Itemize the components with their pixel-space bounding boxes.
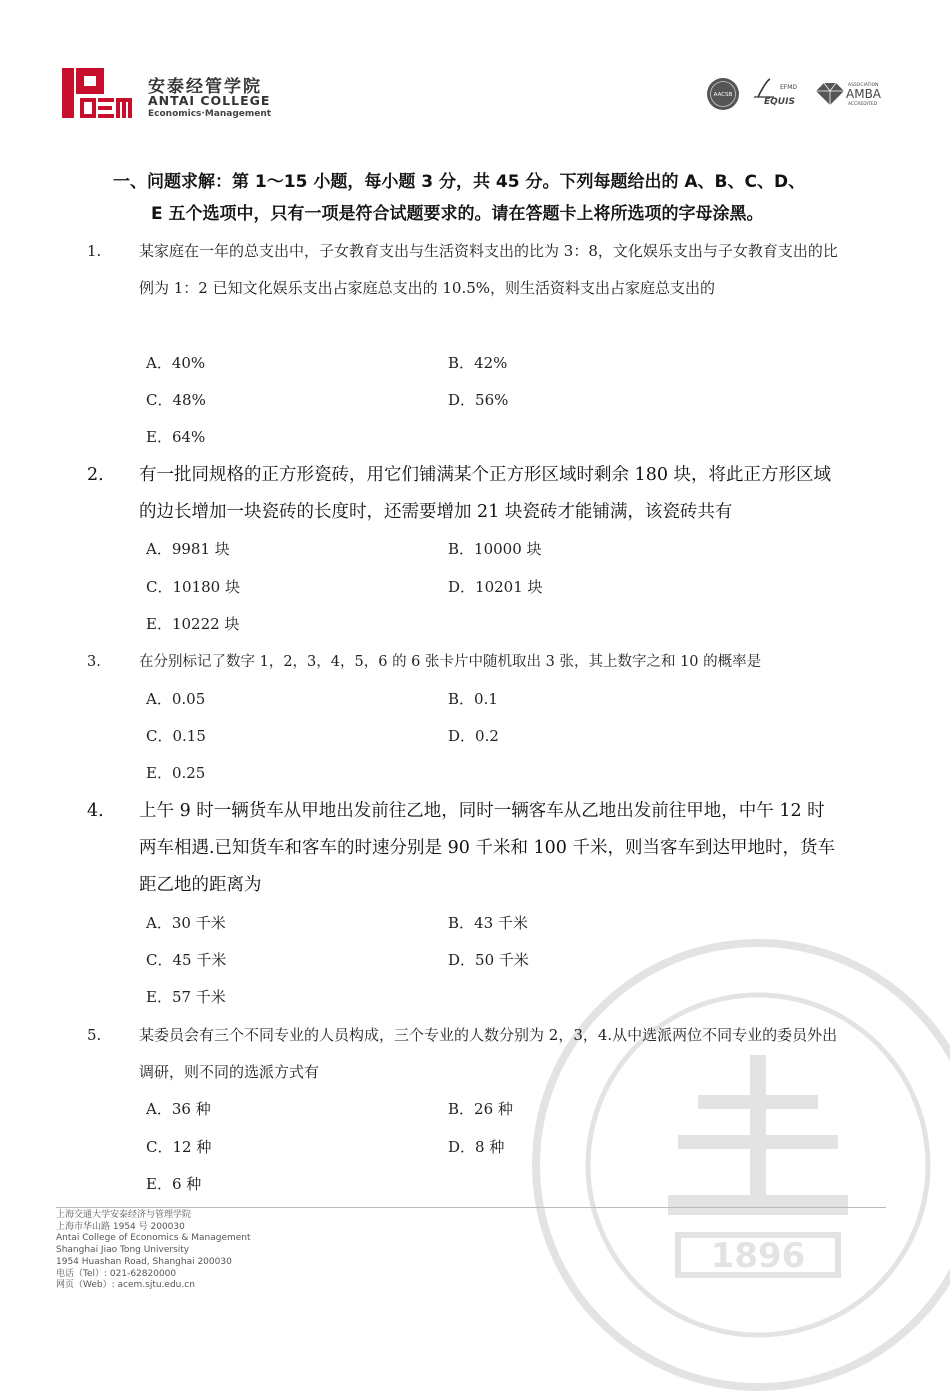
section-title (113, 166, 843, 230)
option-d: D．10201 块 (448, 578, 543, 596)
option-e: E．6 种 (146, 1175, 202, 1193)
equis-top-label: EFMD (780, 84, 798, 91)
question-text: 上午 9 时一辆货车从甲地出发前往乙地，同时一辆客车从乙地出发前往甲地，中午 12 时两车相遇.已知货车和客车的时速分别是 90 千米和 100 千米，则当客车到达甲地时，货车距乙地的距离为 (139, 801, 835, 895)
aacsb-badge-icon (706, 77, 740, 111)
option-c: C．12 种 (146, 1138, 212, 1156)
amba-badge-icon (814, 77, 890, 111)
page-footer (56, 1210, 251, 1292)
option-c: C．45 千米 (146, 951, 227, 969)
college-name-cn: 安泰经管学院 (148, 77, 262, 97)
footer-line: 电话（Tel）: 021-62820000 (56, 1268, 177, 1279)
option-e: E．10222 块 (146, 615, 240, 633)
question-text: 某家庭在一年的总支出中，子女教育支出与生活资料支出的比为 3：8，文化娱乐支出与子女教育支出的比例为 1：2 已知文化娱乐支出占家庭总支出的 10.5%，则生活资料支出占家庭总支出的 (139, 242, 838, 297)
option-b: B．0.1 (448, 690, 498, 708)
option-d: D．50 千米 (448, 951, 529, 969)
footer-line: 上海交通大学安泰经济与管理学院 (56, 1210, 192, 1220)
question-number: 1. (87, 242, 102, 260)
college-name-en: ANTAI COLLEGE (148, 93, 271, 108)
option-b: B．10000 块 (448, 540, 542, 558)
question-text: 有一批同规格的正方形瓷砖，用它们铺满某个正方形区域时剩余 180 块，将此正方形区域的边长增加一块瓷砖的长度时，还需要增加 21 块瓷砖才能铺满，该瓷砖共有 (139, 465, 832, 522)
option-a: A．9981 块 (146, 540, 230, 558)
amba-main-label: AMBA (846, 87, 882, 101)
option-b: B．43 千米 (448, 914, 528, 932)
question-number: 2. (87, 465, 104, 485)
equis-badge-icon (752, 77, 804, 111)
option-a: A．30 千米 (146, 914, 226, 932)
footer-line: Shanghai Jiao Tong University (56, 1245, 190, 1256)
question-4 (87, 793, 839, 904)
college-subtitle-en: Economics·Management (148, 109, 272, 119)
option-a: A．40% (146, 354, 206, 372)
option-e: E．64% (146, 428, 206, 446)
option-e: E．0.25 (146, 764, 206, 782)
acem-logo-icon (62, 68, 138, 118)
question-1 (87, 233, 839, 307)
aacsb-label: AACSB (713, 92, 733, 98)
question-3 (87, 644, 839, 681)
option-d: D．0.2 (448, 727, 499, 745)
footer-line: 网页（Web）: acem.sjtu.edu.cn (56, 1280, 195, 1291)
question-text: 某委员会有三个不同专业的人员构成，三个专业的人数分别为 2，3，4.从中选派两位不同专业的委员外出调研，则不同的选派方式有 (139, 1026, 838, 1081)
option-b: B．42% (448, 354, 508, 372)
option-a: A．0.05 (146, 690, 206, 708)
section-title-line2: E 五个选项中，只有一项是符合试题要求的。请在答题卡上将所选项的字母涂黑。 (151, 204, 764, 224)
equis-main-label: EQUIS (764, 97, 795, 107)
question-number: 4. (87, 801, 104, 821)
option-d: D．8 种 (448, 1138, 505, 1156)
option-b: B．26 种 (448, 1100, 513, 1118)
amba-bottom-label: ACCREDITED (848, 102, 878, 107)
question-number: 5. (87, 1026, 102, 1044)
sjtu-seal-watermark-icon (528, 935, 950, 1395)
footer-divider (56, 1207, 886, 1208)
option-c: C．10180 块 (146, 578, 240, 596)
option-c: C．48% (146, 391, 206, 409)
question-2 (87, 457, 839, 531)
option-a: A．36 种 (146, 1100, 211, 1118)
amba-top-label: ASSOCIATION (848, 83, 879, 88)
seal-year: 1896 (710, 1236, 806, 1276)
footer-line: 上海市华山路 1954 号 200030 (56, 1221, 185, 1232)
question-number: 3. (87, 654, 101, 670)
footer-line: 1954 Huashan Road, Shanghai 200030 (56, 1256, 232, 1267)
question-text: 在分别标记了数字 1，2，3，4，5，6 的 6 张卡片中随机取出 3 张，其上数字之和 10 的概率是 (139, 654, 762, 670)
section-title-line1: 一、问题求解：第 1～15 小题，每小题 3 分，共 45 分。下列每题给出的 A、B、C、D、 (113, 172, 806, 192)
option-e: E．57 千米 (146, 988, 226, 1006)
option-c: C．0.15 (146, 727, 206, 745)
page-header (0, 0, 950, 140)
footer-line: Antai College of Economics & Management (56, 1233, 251, 1244)
question-5 (87, 1017, 839, 1091)
option-d: D．56% (448, 391, 509, 409)
